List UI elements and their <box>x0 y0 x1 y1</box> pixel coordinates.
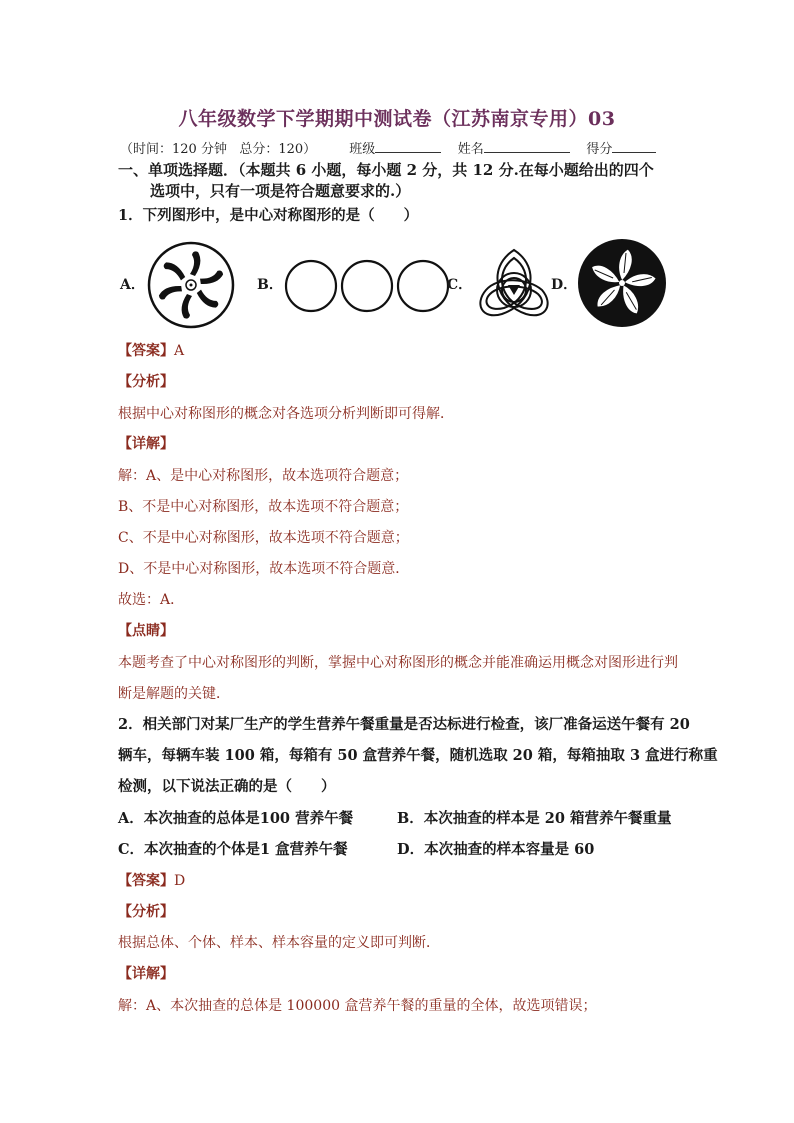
exam-meta <box>120 138 656 157</box>
q1-detail-tag: 【详解】 <box>118 436 174 452</box>
q1-option-a-label: A． <box>120 277 145 293</box>
total-text: 总分：120） <box>239 142 317 157</box>
q2-option-d: D．本次抽查的样本容量是 60 <box>397 841 595 858</box>
q1-comment-line: 本题考查了中心对称图形的判断，掌握中心对称图形的概念并能准确运用概念对图形进行判 <box>118 655 678 671</box>
q1-detail-line: 故选：A． <box>118 592 185 608</box>
q1-detail-line: 解：A、是中心对称图形，故本选项符合题意； <box>118 468 409 484</box>
class-blank <box>375 140 441 153</box>
q1-option-b-label: B． <box>257 277 283 293</box>
q2-stem-line: 检测，以下说法正确的是（ ） <box>118 778 336 795</box>
q2-answer-tag: 【答案】 <box>118 873 174 889</box>
score-blank <box>612 140 656 153</box>
q1-option-c-label: C． <box>447 277 473 293</box>
q1-comment-tag: 【点睛】 <box>118 623 174 639</box>
q2-option-a: A．本次抽查的总体是100 营养午餐 <box>118 810 354 827</box>
q2-analysis-tag: 【分析】 <box>118 904 174 920</box>
rings-figure-b <box>284 250 450 322</box>
pinwheel-figure-a <box>146 240 236 330</box>
q1-analysis-text: 根据中心对称图形的概念对各选项分析判断即可得解． <box>118 406 454 422</box>
triquetra-figure-c <box>472 244 556 324</box>
q1-detail-line: B、不是中心对称图形，故本选项不符合题意； <box>118 499 409 515</box>
q2-stem-line: 辆车，每辆车装 100 箱，每箱有 50 盒营养午餐，随机选取 20 箱，每箱抽取 3 盒进行称重 <box>118 747 718 764</box>
q1-answer-row <box>118 341 184 361</box>
q2-answer-value: D <box>174 873 186 889</box>
q1-option-d-label: D． <box>551 277 578 293</box>
page-title: 八年级数学下学期期中测试卷（江苏南京专用）03 <box>178 108 616 130</box>
q1-detail-line: D、不是中心对称图形，故本选项不符合题意． <box>118 561 410 577</box>
score-label: 得分 <box>586 142 613 157</box>
q2-option-c: C．本次抽查的个体是1 盒营养午餐 <box>118 841 348 858</box>
name-blank <box>484 140 570 153</box>
q2-detail-line: 解：A、本次抽查的总体是 100000 盒营养午餐的重量的全体，故选项错误； <box>118 998 597 1014</box>
q2-stem-line: 2．相关部门对某厂生产的学生营养午餐重量是否达标进行检查，该厂准备运送午餐有 20 <box>118 716 690 733</box>
q1-answer-value: A <box>174 343 185 359</box>
q2-detail-tag: 【详解】 <box>118 966 174 982</box>
q2-answer-row <box>118 871 185 891</box>
q1-comment-line: 断是解题的关键． <box>118 686 230 702</box>
q1-stem: 1．下列图形中，是中心对称图形的是（ ） <box>118 207 419 224</box>
q2-analysis-text: 根据总体、个体、样本、样本容量的定义即可判断． <box>118 935 440 951</box>
q1-answer-tag: 【答案】 <box>118 343 174 359</box>
q1-detail-line: C、不是中心对称图形，故本选项不符合题意； <box>118 530 409 546</box>
time-text: （时间：120 分钟 <box>120 142 227 157</box>
class-label: 班级 <box>349 142 376 157</box>
section-heading-line2: 选项中，只有一项是符合题意要求的.） <box>150 182 411 200</box>
q2-option-b: B．本次抽查的样本是 20 箱营养午餐重量 <box>397 810 672 827</box>
name-label: 姓名 <box>457 142 484 157</box>
section-heading-line1: 一、单项选择题．（本题共 6 小题，每小题 2 分，共 12 分.在每小题给出的四个 <box>118 161 654 179</box>
q1-analysis-tag: 【分析】 <box>118 374 174 390</box>
flower-figure-d <box>576 237 668 329</box>
